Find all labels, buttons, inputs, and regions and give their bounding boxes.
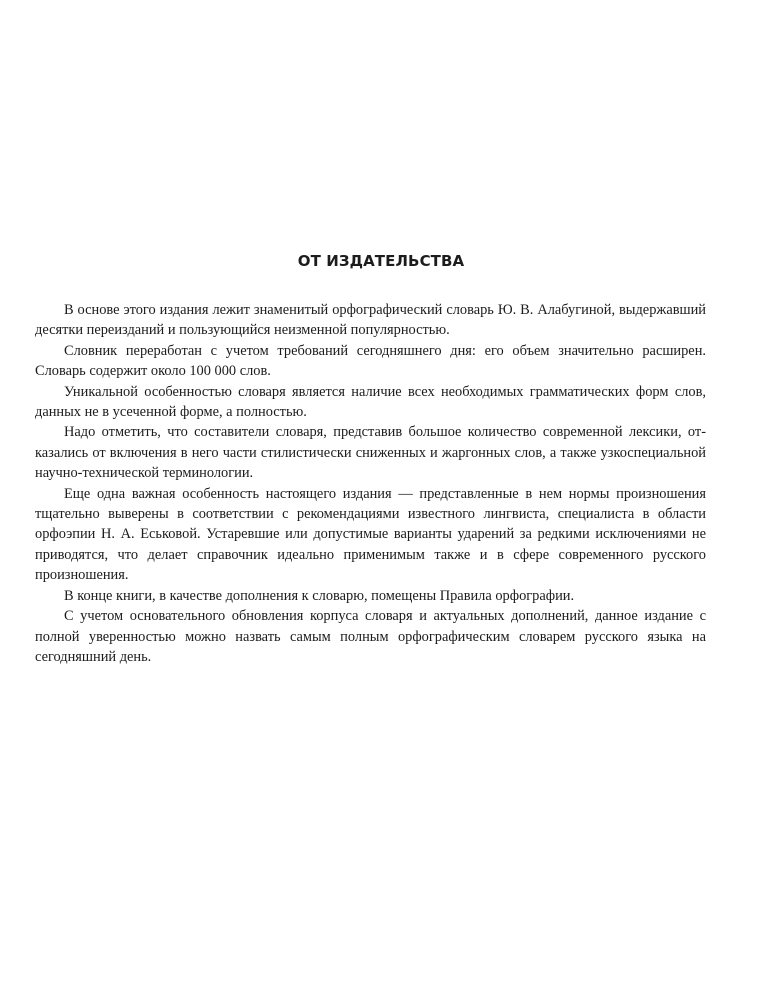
preface-text xyxy=(35,300,706,667)
paragraph: Уникальной особенностью словаря является наличие всех необходимых грамматических форм слов, данных не в усеченной форме, а полностью. xyxy=(35,383,706,421)
paragraph: В конце книги, в качестве дополнения к словарю, помещены Правила орфографии. xyxy=(64,587,575,604)
section-heading: ОТ ИЗДАТЕЛЬСТВА xyxy=(297,252,465,270)
paragraph: Словник переработан с учетом требований сегодняшнего дня: его объем значительно расширен. Словарь содержит около 100 000 слов. xyxy=(35,342,706,380)
paragraph: Еще одна важная особенность настоящего издания — представленные в нем нормы произношения тщательно выверены в соответствии с рекомендациями известного лингвиста, специалиста в области орфоэпии Н. А. Еськовой. Устаревшие или допустимые варианты ударений за редкими исключениями не приводятся, что делает справочник идеально применимым также и в сфере современного русского произношения. xyxy=(35,485,706,584)
paragraph: Надо отметить, что составители словаря, представив большое количество современной лексики, отказались от включения в него части стилистически сниженных и жаргонных слов, а также узкоспециальной научно-технической терминологии. xyxy=(35,424,706,482)
paragraph: В основе этого издания лежит знаменитый орфографический словарь Ю. В. Алабугиной, выдержавший десятки переизданий и пользующийся неизменной популярностью. xyxy=(35,302,706,339)
paragraph: С учетом основательного обновления корпуса словаря и актуальных дополнений, данное издание с полной уверенностью можно назвать самым полным орфографическим словарем русского языка на сегодняшний день. xyxy=(35,608,706,665)
